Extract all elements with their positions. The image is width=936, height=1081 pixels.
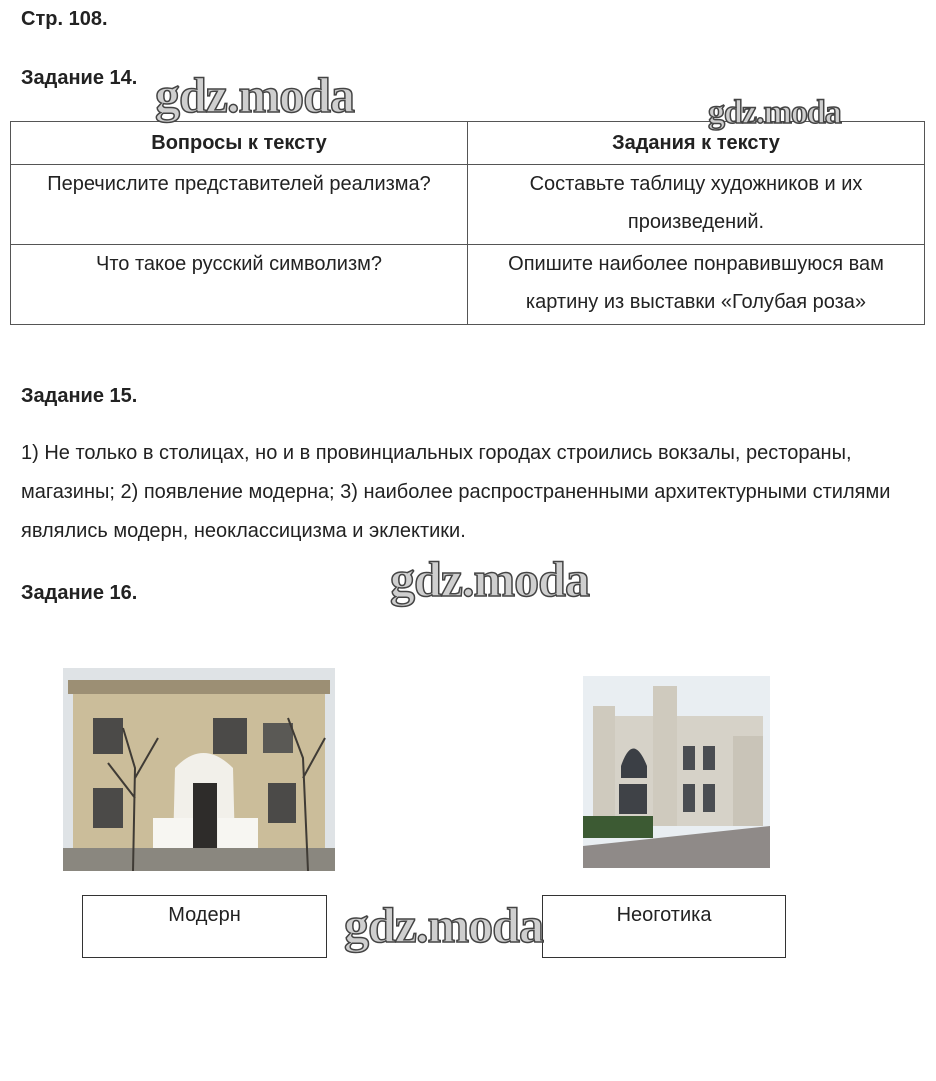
watermark: gdz.moda <box>344 897 543 953</box>
watermark: gdz.moda <box>155 67 354 123</box>
table-header: Вопросы к тексту <box>11 122 468 165</box>
task14-table <box>10 121 925 325</box>
watermark: gdz.moda <box>390 551 589 607</box>
neogothic-building-photo <box>583 676 770 868</box>
watermark: gdz.moda <box>708 94 841 131</box>
table-row <box>11 245 925 325</box>
task15-text: 1) Не только в столицах, но и в провинциальных городах строились вокзалы, рестораны, магазины; 2) появление модерна; 3) наиболее распространенными архитектурными стилями являлись модерн, неоклассицизма и эклектики. <box>21 442 891 542</box>
table-cell: Что такое русский символизм? <box>11 245 468 325</box>
modern-building-photo <box>63 668 335 871</box>
page-number: Стр. 108. <box>21 8 108 30</box>
task14-title: Задание 14. <box>21 67 138 89</box>
table-row <box>11 165 925 245</box>
table-cell: Составьте таблицу художников и их произведений. <box>468 165 925 245</box>
table-header: Задания к тексту <box>468 122 925 165</box>
label-box-neogothic: Неоготика <box>542 895 786 958</box>
label-box-modern: Модерн <box>82 895 327 958</box>
task16-title: Задание 16. <box>21 582 138 604</box>
table-cell: Опишите наиболее понравившуюся вам картину из выставки «Голубая роза» <box>468 245 925 325</box>
table-cell: Перечислите представителей реализма? <box>11 165 468 245</box>
task15-title: Задание 15. <box>21 385 138 407</box>
